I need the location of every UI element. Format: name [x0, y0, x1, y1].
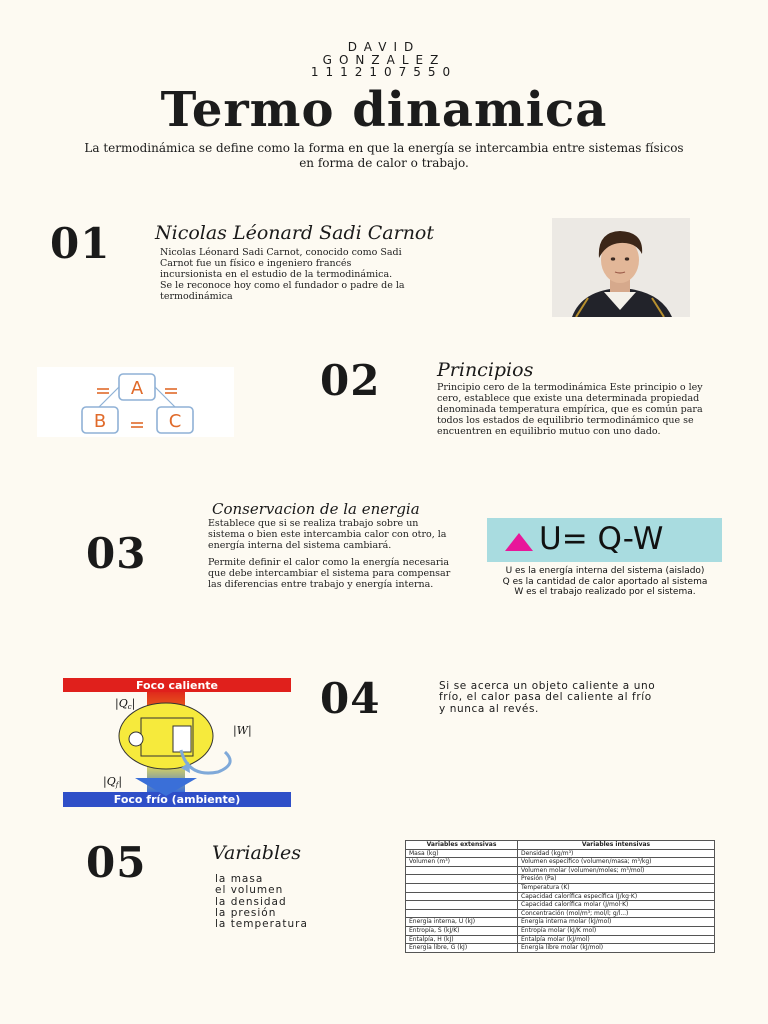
- table-row: [406, 875, 715, 884]
- section-body-conservacion-1: Establece que si se realiza trabajo sobre un sistema o bien este intercambia calor con otro, la energía interna del sistema cambiará.: [208, 518, 447, 551]
- formula-legend-q: Q es la cantidad de calor aportado al sistema: [502, 576, 708, 587]
- table-cell: Masa (kg): [406, 849, 518, 858]
- table-cell: [406, 892, 518, 901]
- table-cell: Entropía molar (kJ/K mol): [518, 926, 715, 935]
- formula-box: [487, 518, 722, 562]
- list-item: la masa: [215, 873, 264, 885]
- author-first-name: DAVID: [347, 40, 421, 54]
- section-body-principios: Principio cero de la termodinámica Este principio o ley cero, establece que existe una determinada propiedad denominada temperatura empírica, que es común para todos los estados de equilibrio termodinámico que se encuentren en equilibrio mutuo con uno dado.: [437, 382, 703, 437]
- diagram-label-a: A: [130, 378, 144, 399]
- table-cell: Densidad (kg/m³): [518, 849, 715, 858]
- qc-subscript: c: [127, 703, 132, 711]
- table-cell: Volumen específico (volumen/masa; m³/kg): [518, 858, 715, 867]
- diagram-label-c: C: [168, 411, 182, 432]
- author-id-number: 1112107550: [310, 65, 458, 79]
- table-cell: [406, 909, 518, 918]
- table-cell: Volumen (m³): [406, 858, 518, 867]
- section-body-heat-flow: Si se acerca un objeto caliente a uno frío, el calor pasa del caliente al frío y nunca al revés.: [439, 680, 656, 715]
- table-row: [406, 944, 715, 953]
- formula-legend-u: U es la energía interna del sistema (aislado): [505, 566, 705, 576]
- table-cell: [406, 901, 518, 910]
- table-row: [406, 926, 715, 935]
- table-cell: Energía libre, G (kJ): [406, 944, 518, 953]
- qc-label: |Q: [115, 697, 128, 710]
- qf-label: |Q: [103, 775, 116, 788]
- table-cell: Volumen molar (volumen/moles; m³/mol): [518, 866, 715, 875]
- list-item: la densidad: [215, 895, 287, 908]
- variables-list: [215, 874, 308, 930]
- table-row: [406, 909, 715, 918]
- svg-text:|Qf|: |Qf|: [103, 775, 123, 789]
- section-heading-conservacion: Conservacion de la energia: [212, 500, 420, 518]
- table-header-extensive: Variables extensivas: [406, 841, 518, 850]
- section-number-03: 03: [86, 529, 147, 578]
- table-header-intensive: Variables intensivas: [518, 841, 715, 850]
- table-row: [406, 858, 715, 867]
- delta-triangle-icon: [501, 518, 541, 562]
- carnot-portrait-image: [552, 218, 690, 317]
- table-cell: [406, 866, 518, 875]
- table-cell: Energía interna molar (kJ/mol): [518, 918, 715, 927]
- table-cell: Capacidad calorífica molar (J/mol·K): [518, 901, 715, 910]
- table-cell: Energía libre molar (kJ/mol): [518, 944, 715, 953]
- work-label: |W|: [233, 724, 252, 737]
- carnot-portrait: [552, 218, 690, 317]
- page-title: Termo dinamica: [160, 82, 608, 138]
- table-cell: Entropía, S (kJ/K): [406, 926, 518, 935]
- table-cell: Entalpía molar (kJ/mol): [518, 935, 715, 944]
- formula-legend-w: W es el trabajo realizado por el sistema.: [514, 587, 696, 597]
- diagram-label-b: B: [93, 411, 107, 432]
- section-number-05: 05: [86, 838, 147, 887]
- table-cell: Capacidad calorífica específica (J/kg·K): [518, 892, 715, 901]
- list-item: el volumen: [215, 884, 284, 897]
- table-cell: Entalpía, H (kJ): [406, 935, 518, 944]
- formula-text: U= Q-W: [539, 521, 664, 557]
- section-body-carnot: Nicolas Léonard Sadi Carnot, conocido como Sadi Carnot fue un físico e ingeniero francés incursionista en el estudio de la termodinámica. Se le reconoce hoy como el fundador o padre de la termodinámica: [160, 247, 405, 302]
- section-number-01: 01: [50, 219, 111, 268]
- table-row: [406, 918, 715, 927]
- table-cell: [406, 883, 518, 892]
- heat-engine-svg: [63, 678, 291, 807]
- table-row: [406, 935, 715, 944]
- table-row: [406, 901, 715, 910]
- cold-reservoir-label: Foco frío (ambiente): [113, 793, 241, 806]
- section-number-04: 04: [320, 674, 381, 723]
- table-row: [406, 883, 715, 892]
- section-heading-principios: Principios: [437, 359, 534, 381]
- table-row: [406, 892, 715, 901]
- table-cell: [406, 875, 518, 884]
- table-row: [406, 849, 715, 858]
- author-last-name: GONZALEZ: [322, 53, 446, 67]
- hot-reservoir-label: Foco caliente: [135, 679, 219, 692]
- list-item: la temperatura: [215, 918, 308, 931]
- zeroth-law-svg: [37, 367, 234, 437]
- section-body-conservacion-2: Permite definir el calor como la energía necesaria que debe intercambiar el sistema para compensar las diferencias entre trabajo y energía interna.: [208, 557, 451, 590]
- section-heading-carnot: Nicolas Léonard Sadi Carnot: [155, 222, 435, 244]
- table-cell: Temperatura (K): [518, 883, 715, 892]
- variables-table: [405, 840, 715, 953]
- table-cell: Presión (Pa): [518, 875, 715, 884]
- list-item: la presión: [215, 906, 277, 919]
- section-heading-variables: Variables: [212, 842, 302, 864]
- svg-text:|Qc|: |Qc|: [115, 697, 136, 711]
- table-cell: Concentración (mol/m³; mol/l; g/l...): [518, 909, 715, 918]
- qf-subscript: f: [115, 781, 119, 789]
- table-row: [406, 866, 715, 875]
- variables-table-wrapper: [405, 840, 715, 953]
- zeroth-law-diagram: [37, 367, 234, 437]
- heat-engine-diagram: [63, 678, 291, 807]
- table-cell: Energía interna, U (kJ): [406, 918, 518, 927]
- intro-text: La termodinámica se define como la forma en que la energía se intercambia entre sistemas físicos en forma de calor o trabajo.: [84, 141, 684, 170]
- section-number-02: 02: [320, 356, 381, 405]
